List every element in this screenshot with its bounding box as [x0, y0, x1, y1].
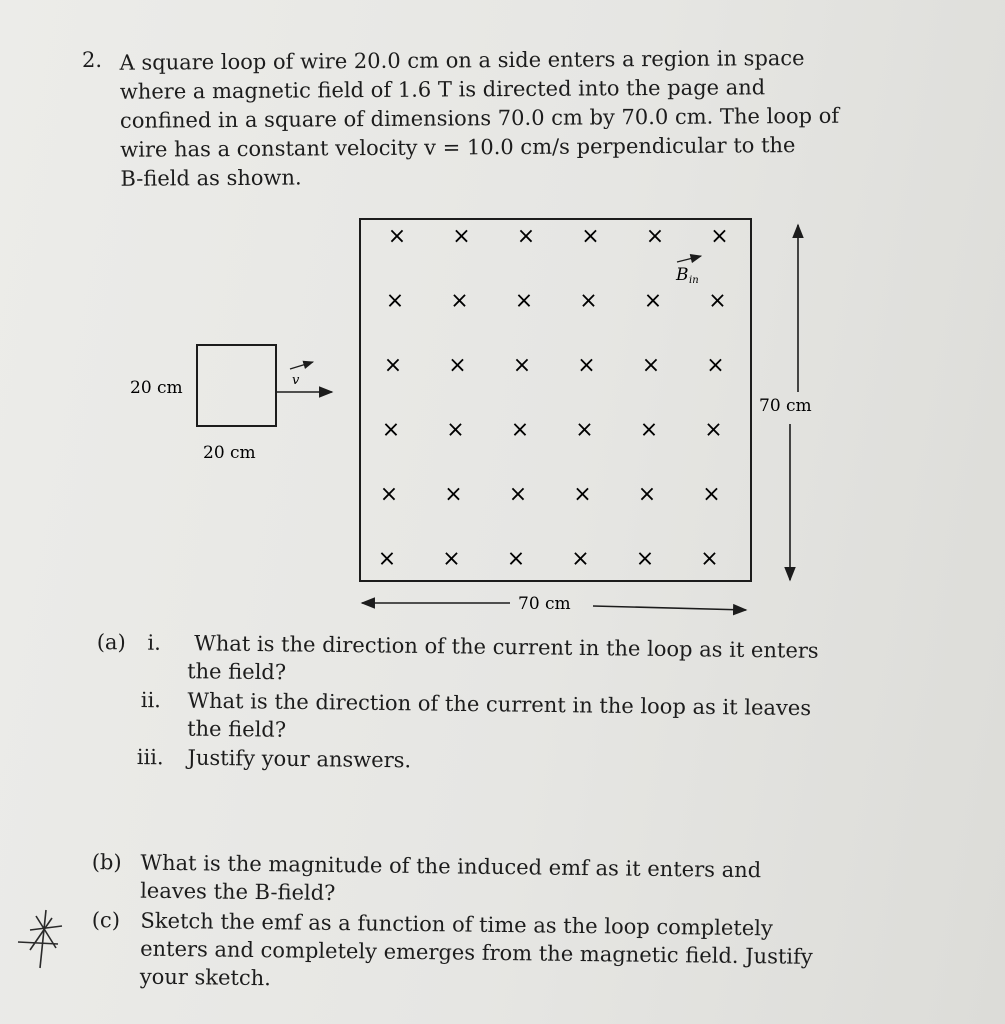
- field-cross: ×: [637, 482, 657, 507]
- region-width-label: 70 cm: [518, 594, 571, 614]
- question-a-iii-number: iii.: [136, 744, 164, 770]
- handwritten-star-mark: [18, 910, 62, 968]
- field-cross: ×: [506, 546, 526, 572]
- question-a-ii-line1: What is the direction of the current in the loop as it leaves: [187, 688, 812, 721]
- question-c-line1: Sketch the emf as a function of time as the loop completely: [140, 908, 773, 941]
- field-cross: ×: [704, 417, 723, 443]
- problem-line-3: confined in a square of dimensions 70.0 cm by 70.0 cm. The loop of: [119, 103, 840, 133]
- field-cross: ×: [645, 224, 665, 249]
- field-cross: ×: [710, 224, 729, 249]
- field-cross: ×: [448, 353, 467, 378]
- field-cross: ×: [377, 546, 397, 572]
- problem-line-1: A square loop of wire 20.0 cm on a side enters a region in space: [119, 45, 805, 75]
- field-cross: ×: [510, 417, 530, 443]
- question-a-label: (a): [96, 629, 126, 655]
- wire-loop: [197, 345, 276, 426]
- field-cross: ×: [639, 417, 659, 443]
- problem-number: 2.: [82, 48, 103, 72]
- question-a-i: [96, 628, 819, 693]
- question-c: [91, 906, 813, 999]
- velocity-label: v: [292, 373, 300, 388]
- question-a-iii: [137, 743, 412, 774]
- field-cross: ×: [577, 353, 596, 378]
- question-b-line1: What is the magnitude of the induced emf as it enters and: [140, 850, 762, 883]
- field-cross: ×: [571, 546, 590, 572]
- field-cross: ×: [516, 224, 536, 249]
- question-c-line3: your sketch.: [139, 964, 272, 991]
- field-cross: ×: [702, 482, 721, 507]
- question-a-ii-number: ii.: [140, 687, 162, 713]
- field-cross: ×: [512, 353, 532, 378]
- region-height-label: 70 cm: [759, 396, 812, 416]
- question-a-ii-line2: the field?: [187, 716, 287, 742]
- question-a-i-line1: What is the direction of the current in the loop as it enters: [194, 631, 819, 663]
- loop-bottom-label: 20 cm: [203, 443, 256, 463]
- problem-line-4: wire has a constant velocity v = 10.0 cm/s perpendicular to the: [120, 133, 796, 162]
- field-cross: ×: [444, 482, 463, 507]
- field-cross: ×: [442, 546, 461, 572]
- problem-line-5: B-field as shown.: [120, 165, 302, 191]
- problem-line-2: where a magnetic field of 1.6 T is directed into the page and: [119, 75, 766, 104]
- field-cross: ×: [579, 288, 598, 314]
- field-cross: ×: [641, 353, 661, 378]
- field-cross: ×: [508, 482, 528, 507]
- field-cross: ×: [573, 482, 592, 507]
- question-a-i-number: i.: [147, 630, 162, 655]
- field-vector-arrow: [677, 256, 701, 262]
- field-cross: ×: [635, 546, 655, 572]
- field-cross: ×: [581, 224, 600, 249]
- field-cross: ×: [379, 482, 399, 507]
- field-cross: ×: [575, 417, 594, 443]
- field-label-subscript: in: [689, 275, 699, 286]
- field-cross: ×: [383, 353, 403, 378]
- question-c-line2: enters and completely emerges from the magnetic field. Justify: [140, 936, 813, 969]
- question-b-label: (b): [91, 849, 122, 875]
- width-dimension-arrow-right: [593, 606, 746, 610]
- question-c-label: (c): [91, 907, 121, 933]
- question-a-ii: [140, 686, 811, 750]
- field-cross: ×: [387, 224, 407, 249]
- field-cross: ×: [643, 288, 663, 314]
- field-cross: ×: [514, 288, 534, 314]
- question-a-iii-line1: Justify your answers.: [187, 745, 412, 773]
- field-cross: ×: [385, 288, 405, 314]
- field-cross: ×: [450, 288, 469, 314]
- field-cross: ×: [381, 417, 401, 443]
- velocity-vector-arrow: [290, 362, 313, 369]
- field-region-box: [360, 219, 751, 581]
- field-cross: ×: [706, 353, 725, 378]
- question-a-i-line2: the field?: [187, 659, 287, 685]
- loop-side-label: 20 cm: [130, 378, 183, 398]
- question-b: [91, 848, 761, 912]
- question-b-line2: leaves the B-field?: [140, 878, 336, 905]
- field-cross: ×: [446, 417, 465, 443]
- field-label: B: [676, 265, 689, 285]
- field-cross: ×: [700, 546, 719, 572]
- field-cross: ×: [708, 288, 727, 314]
- field-cross: ×: [452, 224, 471, 249]
